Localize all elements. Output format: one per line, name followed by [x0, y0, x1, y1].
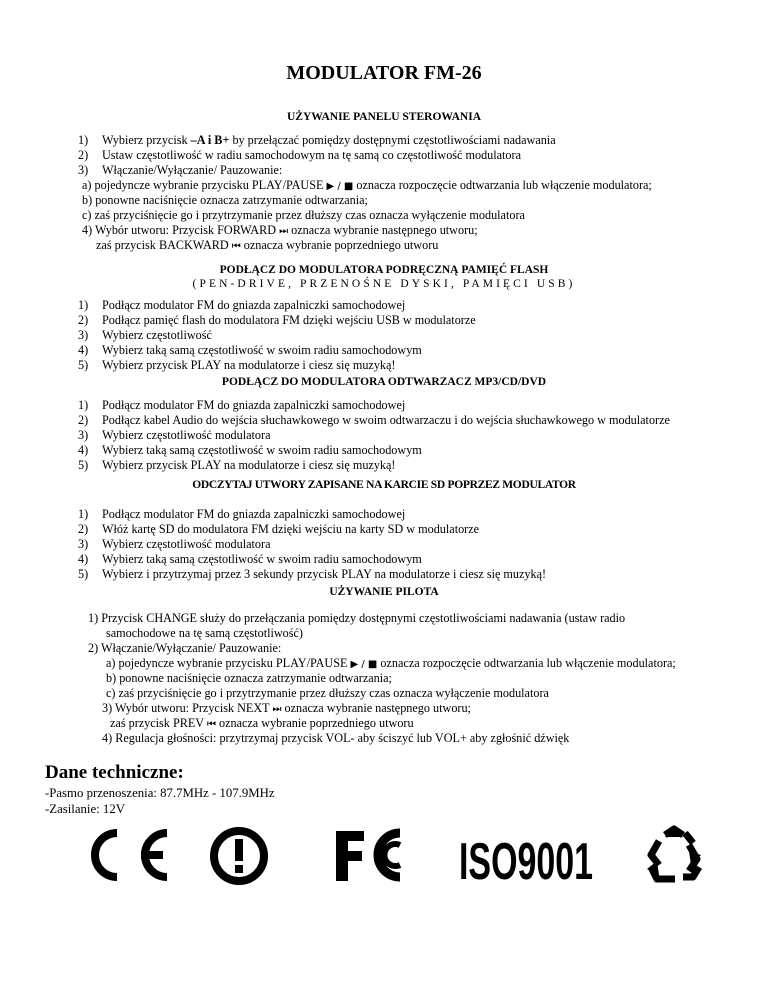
next-icon: ⏭: [272, 704, 282, 715]
list-item: 5) Wybierz przycisk PLAY na modulatorze i ciesz się muzyką!: [78, 358, 396, 372]
tech-spec-band: -Pasmo przenoszenia: 87.7MHz - 107.9MHz: [45, 786, 275, 800]
flash-steps-list: [78, 298, 476, 373]
tech-spec-power: -Zasilanie: 12V: [45, 802, 125, 816]
section-heading-mp3: PODŁĄCZ DO MODULATORA ODTWARZACZ MP3/CD/DVD: [221, 376, 547, 388]
list-item: 2) Podłącz kabel Audio do wejścia słuchawkowego w swoim odtwarzaczu i do wejścia słuchawkowego w modulatorze: [78, 413, 670, 427]
certification-logos: [0, 825, 768, 891]
list-item: 2) Podłącz pamięć flash do modulatora FM dzięki wejściu USB w modulatorze: [78, 313, 476, 327]
list-item: 1) Podłącz modulator FM do gniazda zapalniczki samochodowej: [78, 398, 406, 412]
section-subheading-flash: (PEN-DRIVE, PRZENOŚNE DYSKI, PAMIĘCI USB): [192, 278, 576, 290]
section-heading-panel: UŻYWANIE PANELU STEROWANIA: [286, 111, 482, 123]
ce-mark-icon: [75, 825, 175, 885]
list-item: 3) Włączanie/Wyłączanie/ Pauzowanie:: [78, 163, 283, 177]
sd-steps-list: [78, 507, 546, 582]
list-item: 2) Ustaw częstotliwość w radiu samochodowym na tę samą co częstotliwość modulatora: [78, 148, 521, 162]
remote-step-1-cont: samochodowe na tę samą częstotliwość): [106, 626, 303, 640]
section-heading-flash: PODŁĄCZ DO MODULATORA PODRĘCZNĄ PAMIĘĆ FLASH: [219, 264, 549, 276]
backward-icon: ⏮: [231, 241, 241, 252]
warning-circle-icon: [208, 825, 270, 887]
remote-substep-a: a) pojedyncze wybranie przycisku PLAY/PAUSE ▶ / ■ oznacza rozpoczęcie odtwarzania lub włączenie modulatora;: [106, 656, 676, 670]
play-pause-icon: ▶ / ■: [326, 181, 354, 192]
mp3-steps-list: [78, 398, 670, 473]
list-item: 4) Wybierz taką samą częstotliwość w swoim radiu samochodowym: [78, 343, 422, 357]
panel-step-4: 4) Wybór utworu: Przycisk FORWARD ⏭ oznacza wybranie następnego utworu;: [82, 223, 478, 237]
remote-step-4: 4) Regulacja głośności: przytrzymaj przycisk VOL- aby ściszyć lub VOL+ aby zgłośnić dźwięk: [102, 731, 570, 745]
list-item: 1) Podłącz modulator FM do gniazda zapalniczki samochodowej: [78, 507, 406, 521]
remote-step-1: 1) Przycisk CHANGE służy do przełączania pomiędzy dostępnymi częstotliwościami nadawania (ustaw radio: [88, 611, 626, 625]
list-item: 3) Wybierz częstotliwość modulatora: [78, 537, 271, 551]
list-item: 4) Wybierz taką samą częstotliwość w swoim radiu samochodowym: [78, 552, 422, 566]
panel-substep-b: b) ponowne naciśnięcie oznacza zatrzymanie odtwarzania;: [82, 193, 368, 207]
fcc-logo-icon: [332, 825, 422, 885]
remote-substep-c: c) zaś przyciśnięcie go i przytrzymanie przez dłuższy czas oznacza wyłączenie modulatora: [106, 686, 549, 700]
section-heading-remote: UŻYWANIE PILOTA: [329, 586, 439, 598]
list-item: 1) Podłącz modulator FM do gniazda zapalniczki samochodowej: [78, 298, 406, 312]
forward-icon: ⏭: [279, 226, 289, 237]
list-item: 3) Wybierz częstotliwość: [78, 328, 212, 342]
page-title: MODULATOR FM-26: [286, 62, 482, 84]
remote-step-2: 2) Włączanie/Wyłączanie/ Pauzowanie:: [88, 641, 282, 655]
section-heading-sd: ODCZYTAJ UTWORY ZAPISANE NA KARCIE SD POPRZEZ MODULATOR: [192, 479, 576, 491]
panel-substep-c: c) zaś przyciśnięcie go i przytrzymanie przez dłuższy czas oznacza wyłączenie modulatora: [82, 208, 525, 222]
play-pause-icon: ▶ / ■: [350, 659, 378, 670]
list-item: 1) Wybierz przycisk –A i B+ by przełączać pomiędzy dostępnymi częstotliwościami nadawania: [78, 133, 556, 147]
remote-substep-b: b) ponowne naciśnięcie oznacza zatrzymanie odtwarzania;: [106, 671, 392, 685]
panel-step-4b: zaś przycisk BACKWARD ⏮ oznacza wybranie poprzedniego utworu: [96, 238, 439, 252]
list-item: 2) Włóż kartę SD do modulatora FM dzięki wejściu na karty SD w modulatorze: [78, 522, 480, 536]
remote-step-3: 3) Wybór utworu: Przycisk NEXT ⏭ oznacza wybranie następnego utworu;: [102, 701, 471, 715]
list-item: 3) Wybierz częstotliwość modulatora: [78, 428, 271, 442]
prev-icon: ⏮: [206, 719, 216, 730]
list-item: 4) Wybierz taką samą częstotliwość w swoim radiu samochodowym: [78, 443, 422, 457]
remote-step-3b: zaś przycisk PREV ⏮ oznacza wybranie poprzedniego utworu: [110, 716, 414, 730]
recycle-icon: [643, 825, 705, 885]
tech-specs-heading: Dane techniczne:: [45, 762, 184, 783]
iso9001-logo-icon: [456, 825, 596, 891]
list-item: 5) Wybierz i przytrzymaj przez 3 sekundy przycisk PLAY na modulatorze i ciesz się muzyką!: [78, 567, 547, 581]
list-item: 5) Wybierz przycisk PLAY na modulatorze i ciesz się muzyką!: [78, 458, 396, 472]
svg-text:ISO9001: ISO9001: [459, 833, 593, 891]
panel-substep-a: a) pojedyncze wybranie przycisku PLAY/PAUSE ▶ / ■ oznacza rozpoczęcie odtwarzania lub włączenie modulatora;: [82, 178, 652, 192]
panel-steps-list: [78, 133, 556, 178]
